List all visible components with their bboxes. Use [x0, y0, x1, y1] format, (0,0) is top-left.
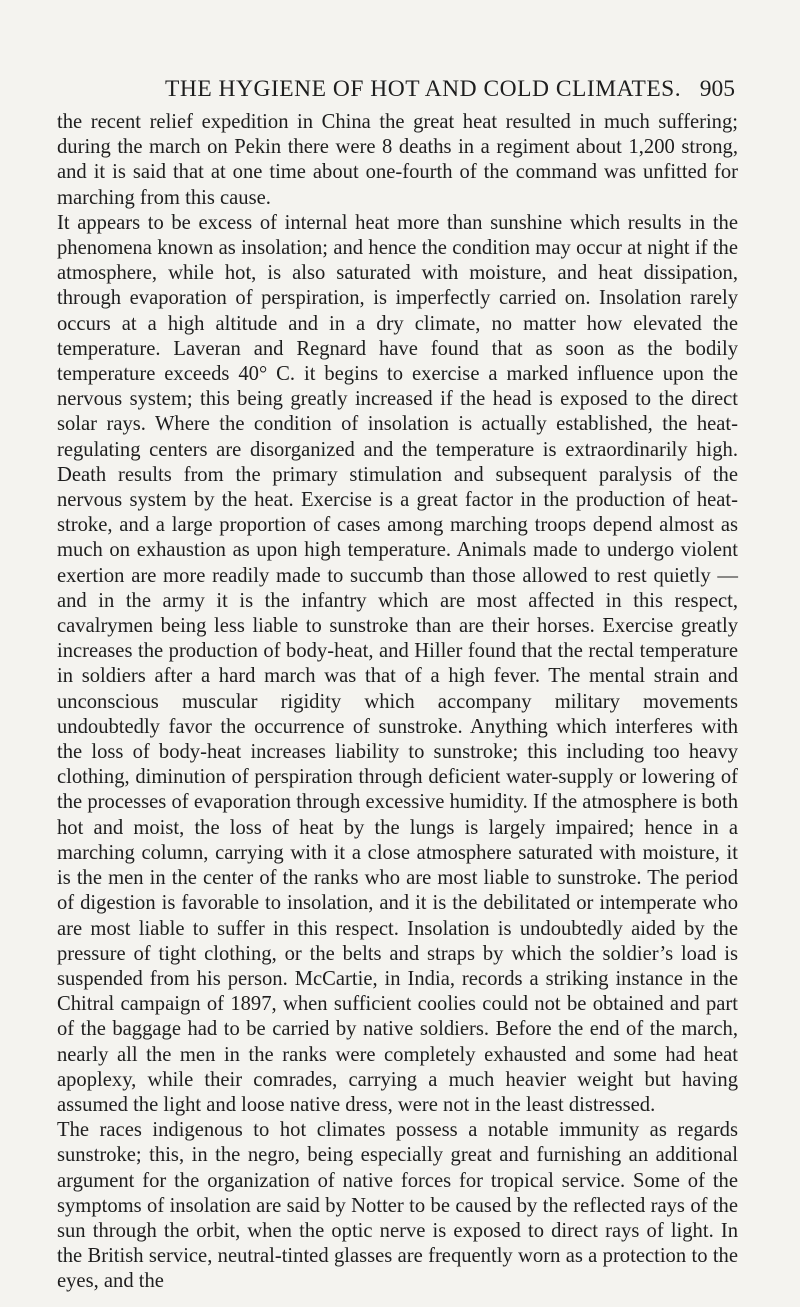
- paragraph-insolation-causes: It appears to be excess of internal heat more than sunshine which results in the phenomena known as insolation; and hence the condition may occur at night if the atmosphere, while hot, is also saturated with moisture, and heat dissipation, through evaporation of perspiration, is imperfectly carried on. Insolation rarely occurs at a high altitude and in a dry climate, no matter how elevated the temperature. Laveran and Regnard have found that as soon as the bodily temperature exceeds 40° C. it begins to exercise a marked influence upon the nervous system; this being greatly increased if the head is exposed to the direct solar rays. Where the condition of insolation is actually established, the heat-regulating centers are disorganized and the temperature is extraordinarily high. Death results from the primary stimulation and subsequent paralysis of the nervous system by the heat. Exercise is a great factor in the production of heat-stroke, and a large proportion of cases among marching troops depend almost as much on exhaustion as upon high temperature. Animals made to undergo violent exertion are more readily made to succumb than those allowed to rest quietly —and in the army it is the infantry which are most affected in this respect, cavalrymen being less liable to sunstroke than are their horses. Exercise greatly increases the production of body-heat, and Hiller found that the rectal temperature in soldiers after a hard march was that of a high fever. The mental strain and unconscious muscular rigidity which accompany military movements undoubtedly favor the occurrence of sunstroke. Anything which interferes with the loss of body-heat increases liability to sunstroke; this including too heavy clothing, diminution of perspiration through deficient water-supply or lowering of the processes of evaporation through excessive humidity. If the atmosphere is both hot and moist, the loss of heat by the lungs is largely impaired; hence in a marching column, carrying with it a close atmosphere saturated with moisture, it is the men in the center of the ranks who are most liable to sunstroke. The period of digestion is favorable to insolation, and it is the debilitated or intemperate who are most liable to suffer in this respect. Insolation is undoubtedly aided by the pressure of tight clothing, or the belts and straps by which the soldier’s load is suspended from his person. McCartie, in India, records a striking instance in the Chitral campaign of 1897, when sufficient coolies could not be obtained and part of the baggage had to be carried by native soldiers. Before the end of the march, nearly all the men in the ranks were completely exhausted and some had heat apoplexy, while their comrades, carrying a much heavier weight but having assumed the light and loose native dress, were not in the least distressed.: [57, 211, 738, 1116]
- running-title: THE HYGIENE OF HOT AND COLD CLIMATES.: [165, 76, 682, 102]
- paragraph-continuation: the recent relief expedition in China the great heat resulted in much suffering; during the march on Pekin there were 8 deaths in a regiment about 1,200 strong, and it is said that at one time about one-fourth of the command was unfitted for marching from this cause.: [57, 111, 738, 209]
- running-head: [165, 76, 735, 106]
- body-text: [57, 110, 738, 1295]
- page-number: 905: [699, 76, 735, 102]
- paragraph-racial-immunity: The races indigenous to hot climates possess a notable immunity as regards sunstroke; this, in the negro, being especially great and furnishing an additional argument for the organization of native forces for tropical service. Some of the symptoms of insolation are said by Notter to be caused by the reflected rays of the sun through the orbit, when the optic nerve is exposed to direct rays of light. In the British service, neutral-tinted glasses are frequently worn as a protection to the eyes, and the: [57, 1119, 738, 1293]
